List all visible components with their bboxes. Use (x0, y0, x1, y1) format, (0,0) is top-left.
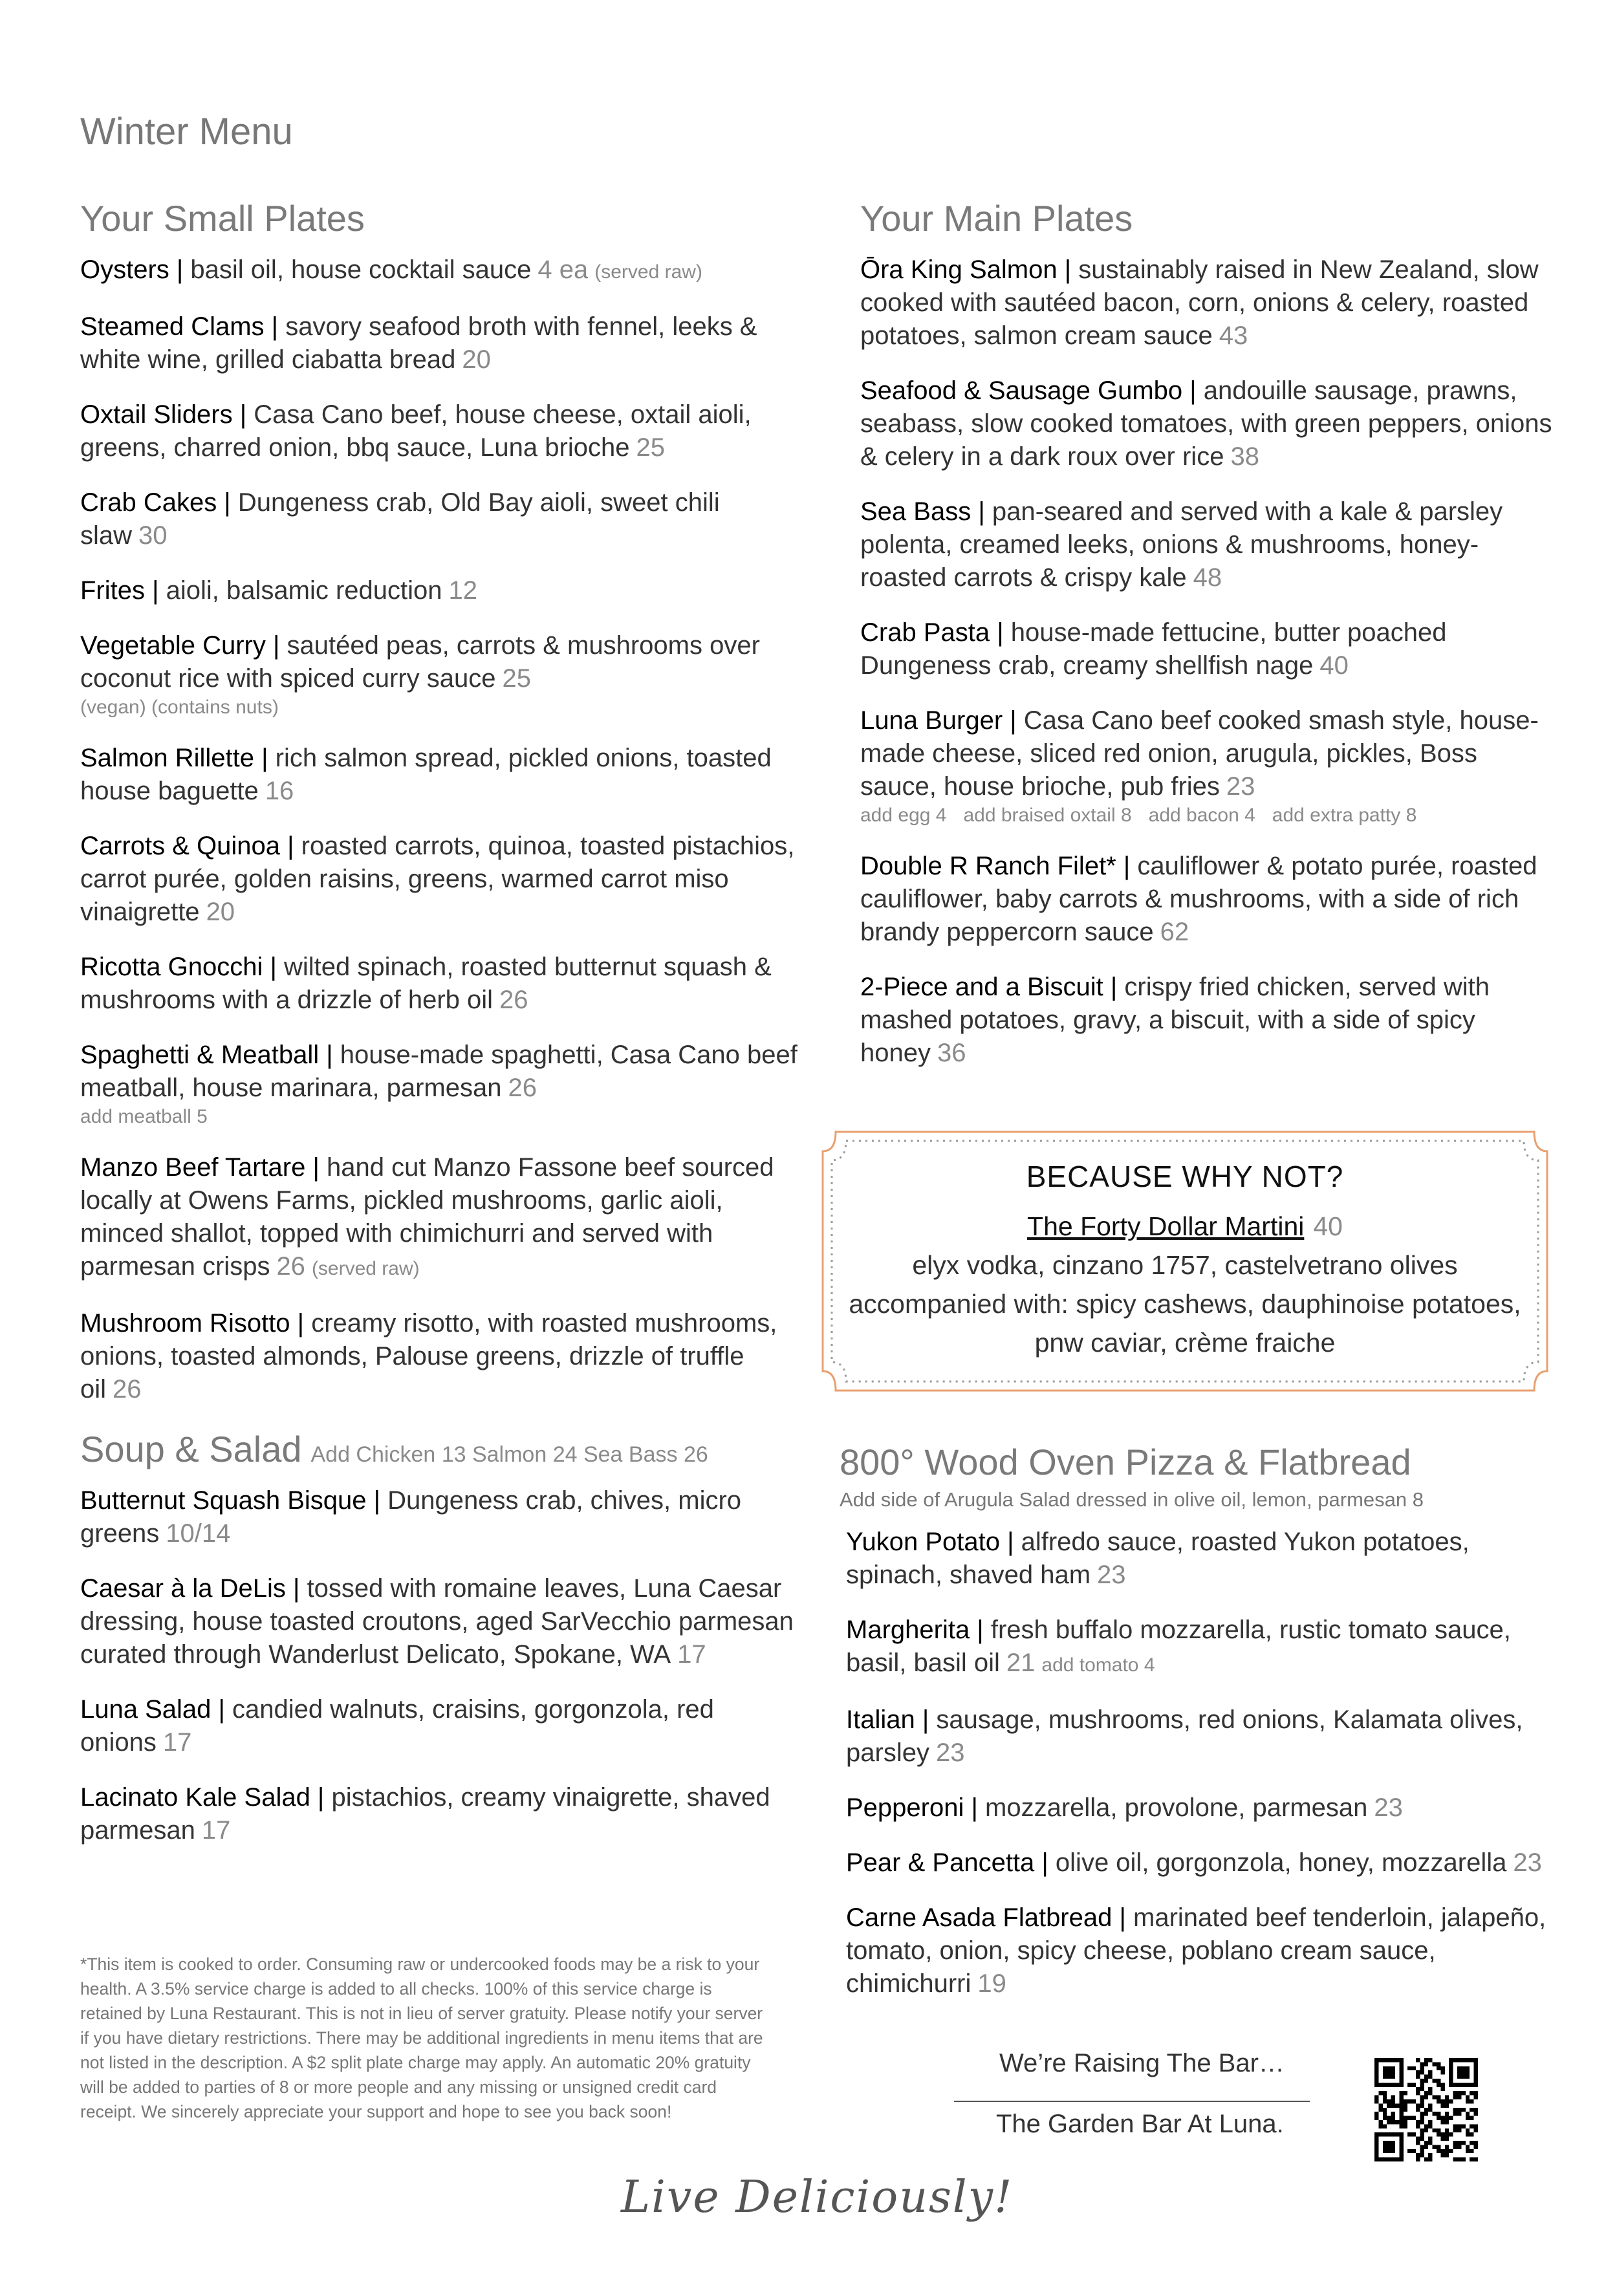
main-plates-list (860, 254, 1559, 1070)
item-description: tossed with romaine leaves, Luna Caesar dressing, house toasted croutons, aged SarVecchio parmesan curated through Wanderlust Delicato, Spokane, WA (80, 1574, 794, 1669)
item-description: olive oil, gorgonzola, honey, mozzarella (1055, 1848, 1507, 1877)
menu-item (80, 398, 805, 464)
item-description: candied walnuts, craisins, gorgonzola, red onions (80, 1695, 714, 1757)
item-description: Casa Cano beef cooked smash style, house-made cheese, sliced red onion, arugula, pickles, Boss sauce, house brioche, pub fries (860, 706, 1539, 801)
item-description: aioli, balsamic reduction (166, 576, 442, 605)
pizza-section (840, 1441, 1551, 2022)
item-name: Mushroom Risotto | (80, 1309, 305, 1338)
item-price: 26 (508, 1074, 537, 1102)
menu-item (80, 1781, 805, 1847)
item-price: 17 (162, 1728, 192, 1757)
menu-item (80, 1151, 805, 1285)
signature-script: Live Deliciously! (621, 2172, 1014, 2223)
item-note: (served raw) (311, 1258, 420, 1279)
item-price: 23 (1513, 1848, 1542, 1877)
item-description: crispy fried chicken, served with mashed potatoes, gravy, a biscuit, with a side of spicy honey (860, 973, 1490, 1067)
item-price: 25 (502, 664, 531, 693)
menu-item (846, 1526, 1551, 1592)
item-description: pistachios, creamy vinaigrette, shaved parmesan (80, 1783, 770, 1845)
feature-box (816, 1125, 1554, 1397)
item-description: andouille sausage, prawns, seabass, slow cooked tomatoes, with green peppers, onions & celery in a dark roux over rice (860, 376, 1552, 471)
item-price: 20 (206, 898, 235, 926)
left-column (80, 197, 805, 1869)
item-description: house-made spaghetti, Casa Cano beef meatball, house marinara, parmesan (80, 1041, 798, 1102)
item-description: wilted spinach, roasted butternut squash & mushrooms with a drizzle of herb oil (80, 953, 772, 1014)
menu-item (80, 1572, 805, 1671)
item-name: Frites | (80, 576, 159, 605)
menu-item (80, 951, 805, 1017)
item-subnote: add meatball 5 (80, 1106, 208, 1127)
item-description: Dungeness crab, chives, micro greens (80, 1486, 742, 1548)
menu-item (860, 616, 1559, 682)
small-plates-title: Your Small Plates (80, 198, 365, 239)
menu-item (80, 742, 805, 808)
item-price: 10/14 (166, 1519, 231, 1548)
qr-code-icon[interactable] (1374, 2058, 1478, 2161)
item-description: sustainably raised in New Zealand, slow cooked with sautéed bacon, corn, onions & celery, roasted potatoes, salmon cream sauce (860, 255, 1539, 350)
page-title: Winter Menu (80, 111, 293, 153)
item-name: Steamed Clams | (80, 312, 279, 341)
menu-item (80, 310, 805, 376)
item-price: 30 (138, 521, 168, 550)
item-description: cauliflower & potato purée, roasted cauliflower, baby carrots & mushrooms, with a side of rich brandy peppercorn sauce (860, 852, 1537, 946)
item-name: Carne Asada Flatbread | (846, 1903, 1126, 1932)
item-price: 17 (201, 1816, 231, 1845)
item-price: 23 (1097, 1561, 1126, 1589)
addon: add extra patty 8 (1272, 805, 1417, 826)
item-name: Italian | (846, 1706, 929, 1734)
disclaimer: *This item is cooked to order. Consuming raw or undercooked foods may be a risk to your health. A 3.5% service charge is added to all checks. 100% of this service charge is retained by Luna Restaurant. This is not in lieu of server gratuity. Please notify your server if you have dietary restrictions. There may be additional ingredients in menu items that are not listed in the description. A $2 split plate charge may apply. An automatic 20% gratuity will be added to parties of 8 or more people and any missing or unsigned credit card receipt. We sincerely appreciate your support and hope to see you back soon! (80, 1955, 763, 2121)
martini-accompaniments-1: accompanied with: spicy cashews, dauphinoise potatoes, (849, 1289, 1521, 1319)
menu-item (80, 1693, 805, 1759)
qr-code-graphic (1374, 2058, 1478, 2161)
item-price: 21 (1006, 1649, 1036, 1677)
item-subnote: (vegan) (contains nuts) (80, 697, 279, 718)
item-name: Ricotta Gnocchi | (80, 953, 277, 981)
menu-item (846, 1704, 1551, 1770)
item-price: 43 (1219, 321, 1248, 350)
item-description: Dungeness crab, Old Bay aioli, sweet chili slaw (80, 488, 720, 550)
menu-item (80, 254, 805, 288)
menu-item (860, 704, 1559, 828)
menu-item (860, 374, 1559, 473)
soup-salad-addons: Add Chicken 13 Salmon 24 Sea Bass 26 (310, 1442, 708, 1467)
soup-salad-title: Soup & Salad (80, 1429, 302, 1469)
martini-ingredients: elyx vodka, cinzano 1757, castelvetrano olives (912, 1250, 1458, 1280)
soup-salad-header (80, 1428, 805, 1470)
item-description: marinated beef tenderloin, jalapeño, tomato, onion, spicy cheese, poblano cream sauce, chimichurri (846, 1903, 1546, 1998)
item-price: 4 ea (537, 255, 589, 284)
menu-item (80, 830, 805, 929)
item-name: Ōra King Salmon | (860, 255, 1072, 284)
item-description: hand cut Manzo Fassone beef sourced locally at Owens Farms, pickled mushrooms, garlic aioli, minced shallot, topped with chimichurri and served with parmesan crisps (80, 1153, 774, 1281)
item-name: Salmon Rillette | (80, 744, 268, 772)
item-name: Double R Ranch Filet* | (860, 852, 1131, 880)
item-description: mozzarella, provolone, parmesan (985, 1793, 1368, 1822)
item-description: sausage, mushrooms, red onions, Kalamata olives, parsley (846, 1706, 1523, 1767)
tagline-raising-bar: We’re Raising The Bar… (999, 2049, 1285, 2077)
item-price: 25 (636, 433, 665, 462)
item-name: Oxtail Sliders | (80, 400, 247, 429)
item-description: alfredo sauce, roasted Yukon potatoes, spinach, shaved ham (846, 1528, 1470, 1589)
item-name: Margherita | (846, 1616, 984, 1644)
item-price: 26 (113, 1375, 142, 1403)
menu-item (860, 254, 1559, 352)
item-note: (served raw) (594, 261, 702, 283)
menu-item (846, 1901, 1551, 2000)
pizza-list (846, 1526, 1551, 2000)
soup-salad-list (80, 1484, 805, 1847)
item-price: 12 (448, 576, 478, 605)
main-plates-title: Your Main Plates (860, 198, 1133, 239)
menu-item (80, 574, 805, 607)
item-description: roasted carrots, quinoa, toasted pistachios, carrot purée, golden raisins, greens, warmed carrot miso vinaigrette (80, 832, 795, 926)
item-price: 62 (1160, 918, 1189, 946)
item-name: Luna Burger | (860, 706, 1017, 735)
item-name: Luna Salad | (80, 1695, 225, 1724)
item-name: Seafood & Sausage Gumbo | (860, 376, 1197, 405)
item-price: 23 (935, 1738, 965, 1767)
pizza-subtitle: Add side of Arugula Salad dressed in olive oil, lemon, parmesan 8 (840, 1488, 1424, 1511)
item-name: Lacinato Kale Salad | (80, 1783, 325, 1812)
item-name: Carrots & Quinoa | (80, 832, 294, 860)
item-price: 40 (1319, 651, 1349, 680)
martini-price: 40 (1313, 1211, 1343, 1241)
item-name: Pepperoni | (846, 1793, 978, 1822)
menu-item (80, 486, 805, 552)
menu-item (80, 629, 805, 720)
small-plates-list (80, 254, 805, 1406)
item-description: Casa Cano beef, house cheese, oxtail aioli, greens, charred onion, bbq sauce, Luna brioche (80, 400, 752, 462)
item-price: 38 (1230, 442, 1259, 471)
item-price: 20 (462, 345, 491, 374)
addon: add braised oxtail 8 (963, 805, 1132, 826)
item-price: 26 (499, 986, 528, 1014)
item-name: Crab Pasta | (860, 618, 1004, 647)
item-name: 2-Piece and a Biscuit | (860, 973, 1118, 1001)
item-price: 23 (1374, 1793, 1403, 1822)
item-name: Sea Bass | (860, 497, 985, 526)
item-description: pan-seared and served with a kale & parsley polenta, creamed leeks, onions & mushrooms, honey-roasted carrots & crispy kale (860, 497, 1503, 592)
menu-item (860, 495, 1559, 594)
item-name: Yukon Potato | (846, 1528, 1014, 1556)
item-description: rich salmon spread, pickled onions, toasted house baguette (80, 744, 772, 805)
item-name: Oysters | (80, 255, 184, 284)
item-name: Manzo Beef Tartare | (80, 1153, 320, 1182)
item-description: creamy risotto, with roasted mushrooms, onions, toasted almonds, Palouse greens, drizzle of truffle oil (80, 1309, 777, 1403)
item-description: sautéed peas, carrots & mushrooms over coconut rice with spiced curry sauce (80, 631, 760, 693)
item-price: 23 (1226, 772, 1255, 801)
menu-item (860, 850, 1559, 949)
item-name: Caesar à la DeLis | (80, 1574, 300, 1603)
item-name: Pear & Pancetta | (846, 1848, 1048, 1877)
item-price: 36 (937, 1039, 966, 1067)
item-name: Spaghetti & Meatball | (80, 1041, 333, 1069)
item-description: house-made fettucine, butter poached Dungeness crab, creamy shellfish nage (860, 618, 1447, 680)
tagline-garden-bar: The Garden Bar At Luna. (996, 2110, 1284, 2138)
item-name: Vegetable Curry | (80, 631, 280, 660)
item-name: Crab Cakes | (80, 488, 231, 517)
item-note: add tomato 4 (1041, 1654, 1155, 1676)
addon: add egg 4 (860, 805, 947, 826)
menu-item (80, 1484, 805, 1550)
right-column (860, 197, 1559, 1092)
item-description: fresh buffalo mozzarella, rustic tomato sauce, basil, basil oil (846, 1616, 1511, 1677)
tagline-divider (954, 2101, 1310, 2102)
item-description: savory seafood broth with fennel, leeks & white wine, grilled ciabatta bread (80, 312, 757, 374)
feature-title: BECAUSE WHY NOT? (1026, 1160, 1344, 1193)
item-price: 16 (265, 777, 294, 805)
item-price: 48 (1193, 563, 1222, 592)
menu-item (846, 1614, 1551, 1682)
menu-item (860, 971, 1559, 1070)
menu-item (80, 1307, 805, 1406)
menu-item (80, 1039, 805, 1129)
feature-content (816, 1125, 1554, 1362)
menu-item (846, 1847, 1551, 1879)
addon: add bacon 4 (1148, 805, 1255, 826)
item-price: 19 (977, 1969, 1006, 1998)
martini-line (816, 1207, 1554, 1246)
martini-accompaniments-2: pnw caviar, crème fraiche (1034, 1328, 1336, 1358)
pizza-title: 800° Wood Oven Pizza & Flatbread (840, 1442, 1411, 1482)
item-addons (860, 803, 1559, 828)
item-description: basil oil, house cocktail sauce (190, 255, 532, 284)
menu-item (846, 1792, 1551, 1825)
item-price: 26 (276, 1252, 305, 1281)
item-price: 17 (677, 1640, 706, 1669)
martini-name: The Forty Dollar Martini (1027, 1211, 1305, 1241)
item-name: Butternut Squash Bisque | (80, 1486, 381, 1515)
